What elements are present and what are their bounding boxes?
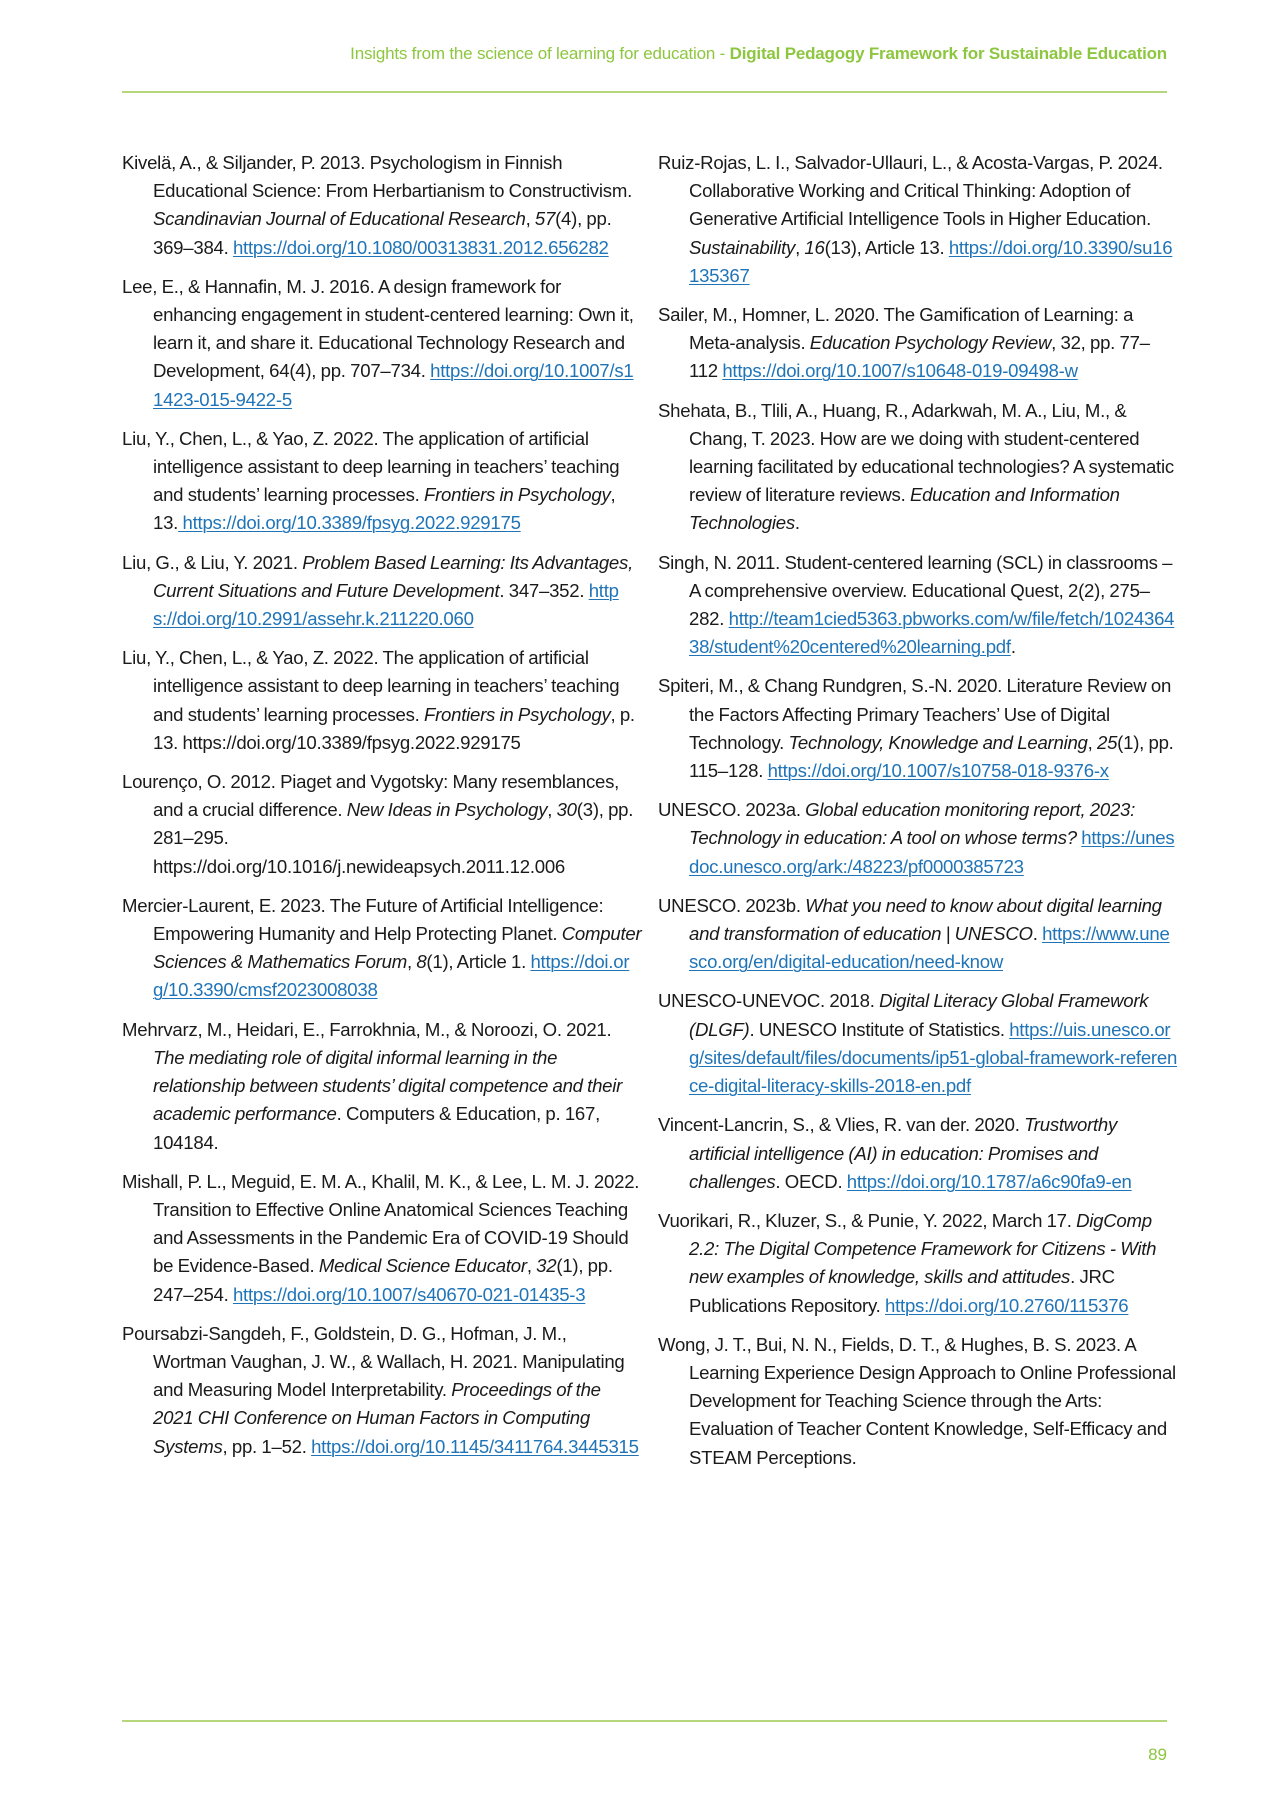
reference-text: Liu, Y., Chen, L., & Yao, Z. 2022. The application of artificial intelligence assistant to deep learning in teachers’ teaching and students’ learning processes.	[122, 647, 620, 725]
reference-text: Spiteri, M., & Chang Rundgren, S.-N. 2020. Literature Review on the Factors Affecting Primary Teachers’ Use of Digital Technology.	[658, 675, 1172, 753]
reference-entry	[658, 796, 1178, 881]
footer-divider	[122, 1720, 1167, 1722]
reference-source-title: DigComp 2.2: The Digital Competence Framework for Citizens - With new examples of knowledge, skills and attitudes	[689, 1209, 1157, 1288]
reference-entry	[122, 644, 642, 757]
reference-text: . UNESCO Institute of Statistics.	[749, 1018, 1010, 1040]
reference-text: Lourenço, O. 2012. Piaget and Vygotsky: Many resemblances, and a crucial difference.	[122, 771, 620, 821]
references-column-right	[658, 149, 1178, 1483]
reference-text: Shehata, B., Tlili, A., Huang, R., Adarkwah, M. A., Liu, M., & Chang, T. 2023. How are we doing with student-centered learning facilitated by educational technologies? A systematic review of literature reviews.	[658, 399, 1174, 506]
reference-source-title: 57	[534, 208, 556, 230]
reference-link[interactable]: https://doi.org/10.1007/s10648-019-09498-w	[722, 360, 1078, 382]
reference-text: Liu, Y., Chen, L., & Yao, Z. 2022. The application of artificial intelligence assistant to deep learning in teachers’ teaching and students’ learning processes.	[122, 427, 620, 506]
reference-entry	[122, 1168, 642, 1309]
reference-text: (4), pp. 369–384.	[153, 208, 612, 258]
reference-text: Mercier-Laurent, E. 2023. The Future of Artificial Intelligence: Empowering Humanity and Help Protecting Planet.	[122, 894, 604, 945]
page-number: 89	[1148, 1745, 1167, 1764]
reference-source-title: Education Psychology Review	[809, 332, 1052, 354]
reference-entry	[122, 425, 642, 538]
reference-text: . OECD.	[775, 1170, 847, 1192]
reference-text: , pp. 1–52.	[222, 1435, 312, 1457]
reference-text: .	[1010, 636, 1016, 658]
reference-text: Kivelä, A., & Siljander, P. 2013. Psychologism in Finnish Educational Science: From Herbartianism to Constructivism.	[122, 152, 633, 202]
header-divider	[122, 91, 1167, 93]
reference-text: Lee, E., & Hannafin, M. J. 2016. A design framework for enhancing engagement in student-centered learning: Own it, learn it, and share it. Educational Technology Research and Development, 64(4), pp. 707–734.	[122, 275, 634, 382]
reference-text: UNESCO. 2023a.	[658, 799, 806, 821]
reference-text: Poursabzi-Sangdeh, F., Goldstein, D. G., Hofman, J. M., Wortman Vaughan, J. W., & Wallach, H. 2021. Manipulating and Measuring Model Interpretability.	[122, 1322, 625, 1401]
reference-source-title: Computer Sciences & Mathematics Forum	[153, 923, 642, 973]
reference-link[interactable]: https://unesdoc.unesco.org/ark:/48223/pf0000385723	[689, 827, 1175, 877]
reference-text: Singh, N. 2011. Student-centered learning (SCL) in classrooms – A comprehensive overview. Educational Quest, 2(2), 275–282.	[658, 551, 1173, 630]
reference-text: Wong, J. T., Bui, N. N., Fields, D. T., & Hughes, B. S. 2023. A Learning Experience Design Approach to Online Professional Development for Teaching Science through the Arts: Evaluation of Teacher Content Knowledge, Self-Efficacy and STEAM Perceptions.	[658, 1333, 1176, 1468]
reference-source-title: 30	[556, 799, 577, 821]
reference-text: Vuorikari, R., Kluzer, S., & Punie, Y. 2022, March 17.	[658, 1209, 1077, 1231]
reference-text: UNESCO-UNEVOC. 2018.	[658, 990, 880, 1012]
reference-text: ,	[547, 799, 557, 821]
reference-source-title: 25	[1096, 731, 1118, 753]
reference-link[interactable]: https://uis.unesco.org/sites/default/files/documents/ip51-global-framework-reference-digital-literacy-skills-2018-en.pdf	[689, 1018, 1178, 1097]
reference-text: ,	[1087, 731, 1097, 753]
reference-entry	[658, 987, 1178, 1100]
reference-text: , 13.	[153, 484, 616, 534]
reference-source-title: Proceedings of the 2021 CHI Conference on Human Factors in Computing Systems	[153, 1379, 601, 1457]
reference-source-title: Sustainability	[689, 236, 796, 258]
reference-entry	[658, 301, 1178, 386]
reference-source-title: Frontiers in Psychology	[424, 703, 611, 725]
reference-text: (1), pp. 115–128.	[689, 731, 1174, 782]
reference-text: (13), Article 13.	[824, 236, 949, 258]
reference-text: Ruiz-Rojas, L. I., Salvador-Ullauri, L., & Acosta-Vargas, P. 2024. Collaborative Working and Critical Thinking: Adoption of Generative Artificial Intelligence Tools in Higher Education.	[658, 152, 1163, 230]
reference-entry	[658, 549, 1178, 662]
reference-link[interactable]: https://www.unesco.org/en/digital-education/need-know	[689, 923, 1170, 973]
reference-source-title: Digital Literacy Global Framework (DLGF)	[689, 990, 1149, 1040]
reference-source-title: 16	[804, 236, 825, 258]
reference-text: (1), pp. 247–254.	[153, 1255, 613, 1305]
reference-text: Vincent-Lancrin, S., & Vlies, R. van der. 2020.	[658, 1114, 1025, 1136]
reference-entry	[122, 273, 642, 414]
reference-source-title: Problem Based Learning: Its Advantages, Current Situations and Future Development	[153, 551, 633, 601]
reference-text: . Computers & Education, p. 167, 104184.	[153, 1103, 601, 1153]
reference-text: . JRC Publications Repository.	[689, 1266, 1115, 1316]
reference-entry	[122, 149, 642, 262]
reference-link[interactable]: https://doi.org/10.3389/fpsyg.2022.929175	[178, 512, 521, 534]
reference-entry	[122, 1016, 642, 1157]
reference-link[interactable]: https://doi.org/10.1145/3411764.3445315	[311, 1435, 639, 1457]
reference-source-title: Technology, Knowledge and Learning	[788, 731, 1088, 753]
reference-source-title: Global education monitoring report, 2023: Technology in education: A tool on whose terms?	[689, 799, 1136, 849]
reference-source-title: 32	[536, 1255, 557, 1277]
reference-link[interactable]: https://doi.org/10.3390/su16135367	[689, 236, 1173, 286]
header-subtitle: Insights from the science of learning for education -	[350, 44, 730, 63]
reference-text: .	[794, 512, 800, 534]
reference-entry	[122, 549, 642, 634]
references-column-left	[122, 149, 642, 1472]
reference-text: ,	[526, 1255, 537, 1277]
reference-entry	[658, 149, 1178, 290]
reference-entry	[658, 397, 1178, 538]
reference-text: UNESCO. 2023b.	[658, 894, 806, 916]
reference-entry	[658, 1207, 1178, 1320]
reference-entry	[658, 1331, 1178, 1472]
reference-source-title: The mediating role of digital informal learning in the relationship between students’ digital competence and their academic performance	[153, 1046, 623, 1125]
reference-text: , p. 13. https://doi.org/10.3389/fpsyg.2022.929175	[153, 703, 635, 753]
reference-link[interactable]: https://doi.org/10.1007/s11423-015-9422-5	[153, 360, 634, 410]
reference-source-title: New Ideas in Psychology	[346, 799, 548, 821]
reference-link[interactable]: https://doi.org/10.1787/a6c90fa9-en	[846, 1170, 1132, 1192]
reference-text: (3), pp. 281–295. https://doi.org/10.1016/j.newideapsych.2011.12.006	[153, 799, 634, 877]
reference-link[interactable]: https://doi.org/10.3390/cmsf2023008038	[153, 951, 630, 1001]
reference-source-title: Scandinavian Journal of Educational Research	[153, 208, 526, 230]
reference-source-title: Frontiers in Psychology	[424, 484, 611, 506]
reference-entry	[658, 672, 1178, 785]
reference-entry	[122, 1320, 642, 1461]
reference-entry	[122, 768, 642, 881]
reference-text: , 32, pp. 77–112	[689, 332, 1150, 382]
reference-source-title: Medical Science Educator	[318, 1255, 527, 1277]
reference-link[interactable]: https://doi.org/10.1080/00313831.2012.656282	[232, 236, 609, 258]
reference-link[interactable]: https://doi.org/10.1007/s10758-018-9376-x	[767, 760, 1109, 782]
reference-text: ,	[525, 208, 535, 230]
reference-text: (1), Article 1.	[426, 951, 531, 973]
reference-text: Liu, G., & Liu, Y. 2021.	[122, 551, 303, 573]
reference-text: . 347–352.	[499, 579, 589, 601]
reference-source-title: 8	[416, 951, 427, 973]
reference-link[interactable]: http://team1cied5363.pbworks.com/w/file/fetch/102436438/student%20centered%20learning.pdf	[689, 608, 1175, 658]
reference-link[interactable]: https://doi.org/10.2991/assehr.k.211220.060	[153, 579, 619, 630]
reference-source-title: Education and Information Technologies	[689, 484, 1120, 534]
reference-entry	[658, 1111, 1178, 1196]
reference-link[interactable]: https://doi.org/10.1007/s40670-021-01435-3	[232, 1283, 586, 1305]
reference-text: Mishall, P. L., Meguid, E. M. A., Khalil, M. K., & Lee, L. M. J. 2022. Transition to Effective Online Anatomical Sciences Teaching and Assessments in the Pandemic Era of COVID-19 Should be Evidence-Based.	[122, 1170, 640, 1277]
reference-source-title: What you need to know about digital learning and transformation of education | UNESCO	[689, 894, 1162, 945]
reference-text: .	[1032, 923, 1043, 945]
reference-text: ,	[406, 951, 417, 973]
reference-text: Sailer, M., Homner, L. 2020. The Gamification of Learning: a Meta-analysis.	[658, 304, 1134, 354]
reference-link[interactable]: https://doi.org/10.2760/115376	[885, 1294, 1129, 1316]
reference-entry	[658, 892, 1178, 977]
reference-text: ,	[795, 236, 805, 258]
reference-source-title: Trustworthy artificial intelligence (AI) in education: Promises and challenges	[689, 1114, 1118, 1192]
header-title: Digital Pedagogy Framework for Sustainable Education	[729, 44, 1167, 63]
reference-entry	[122, 892, 642, 1005]
reference-text: Mehrvarz, M., Heidari, E., Farrokhnia, M., & Noroozi, O. 2021.	[122, 1018, 612, 1040]
running-header	[122, 44, 1167, 64]
